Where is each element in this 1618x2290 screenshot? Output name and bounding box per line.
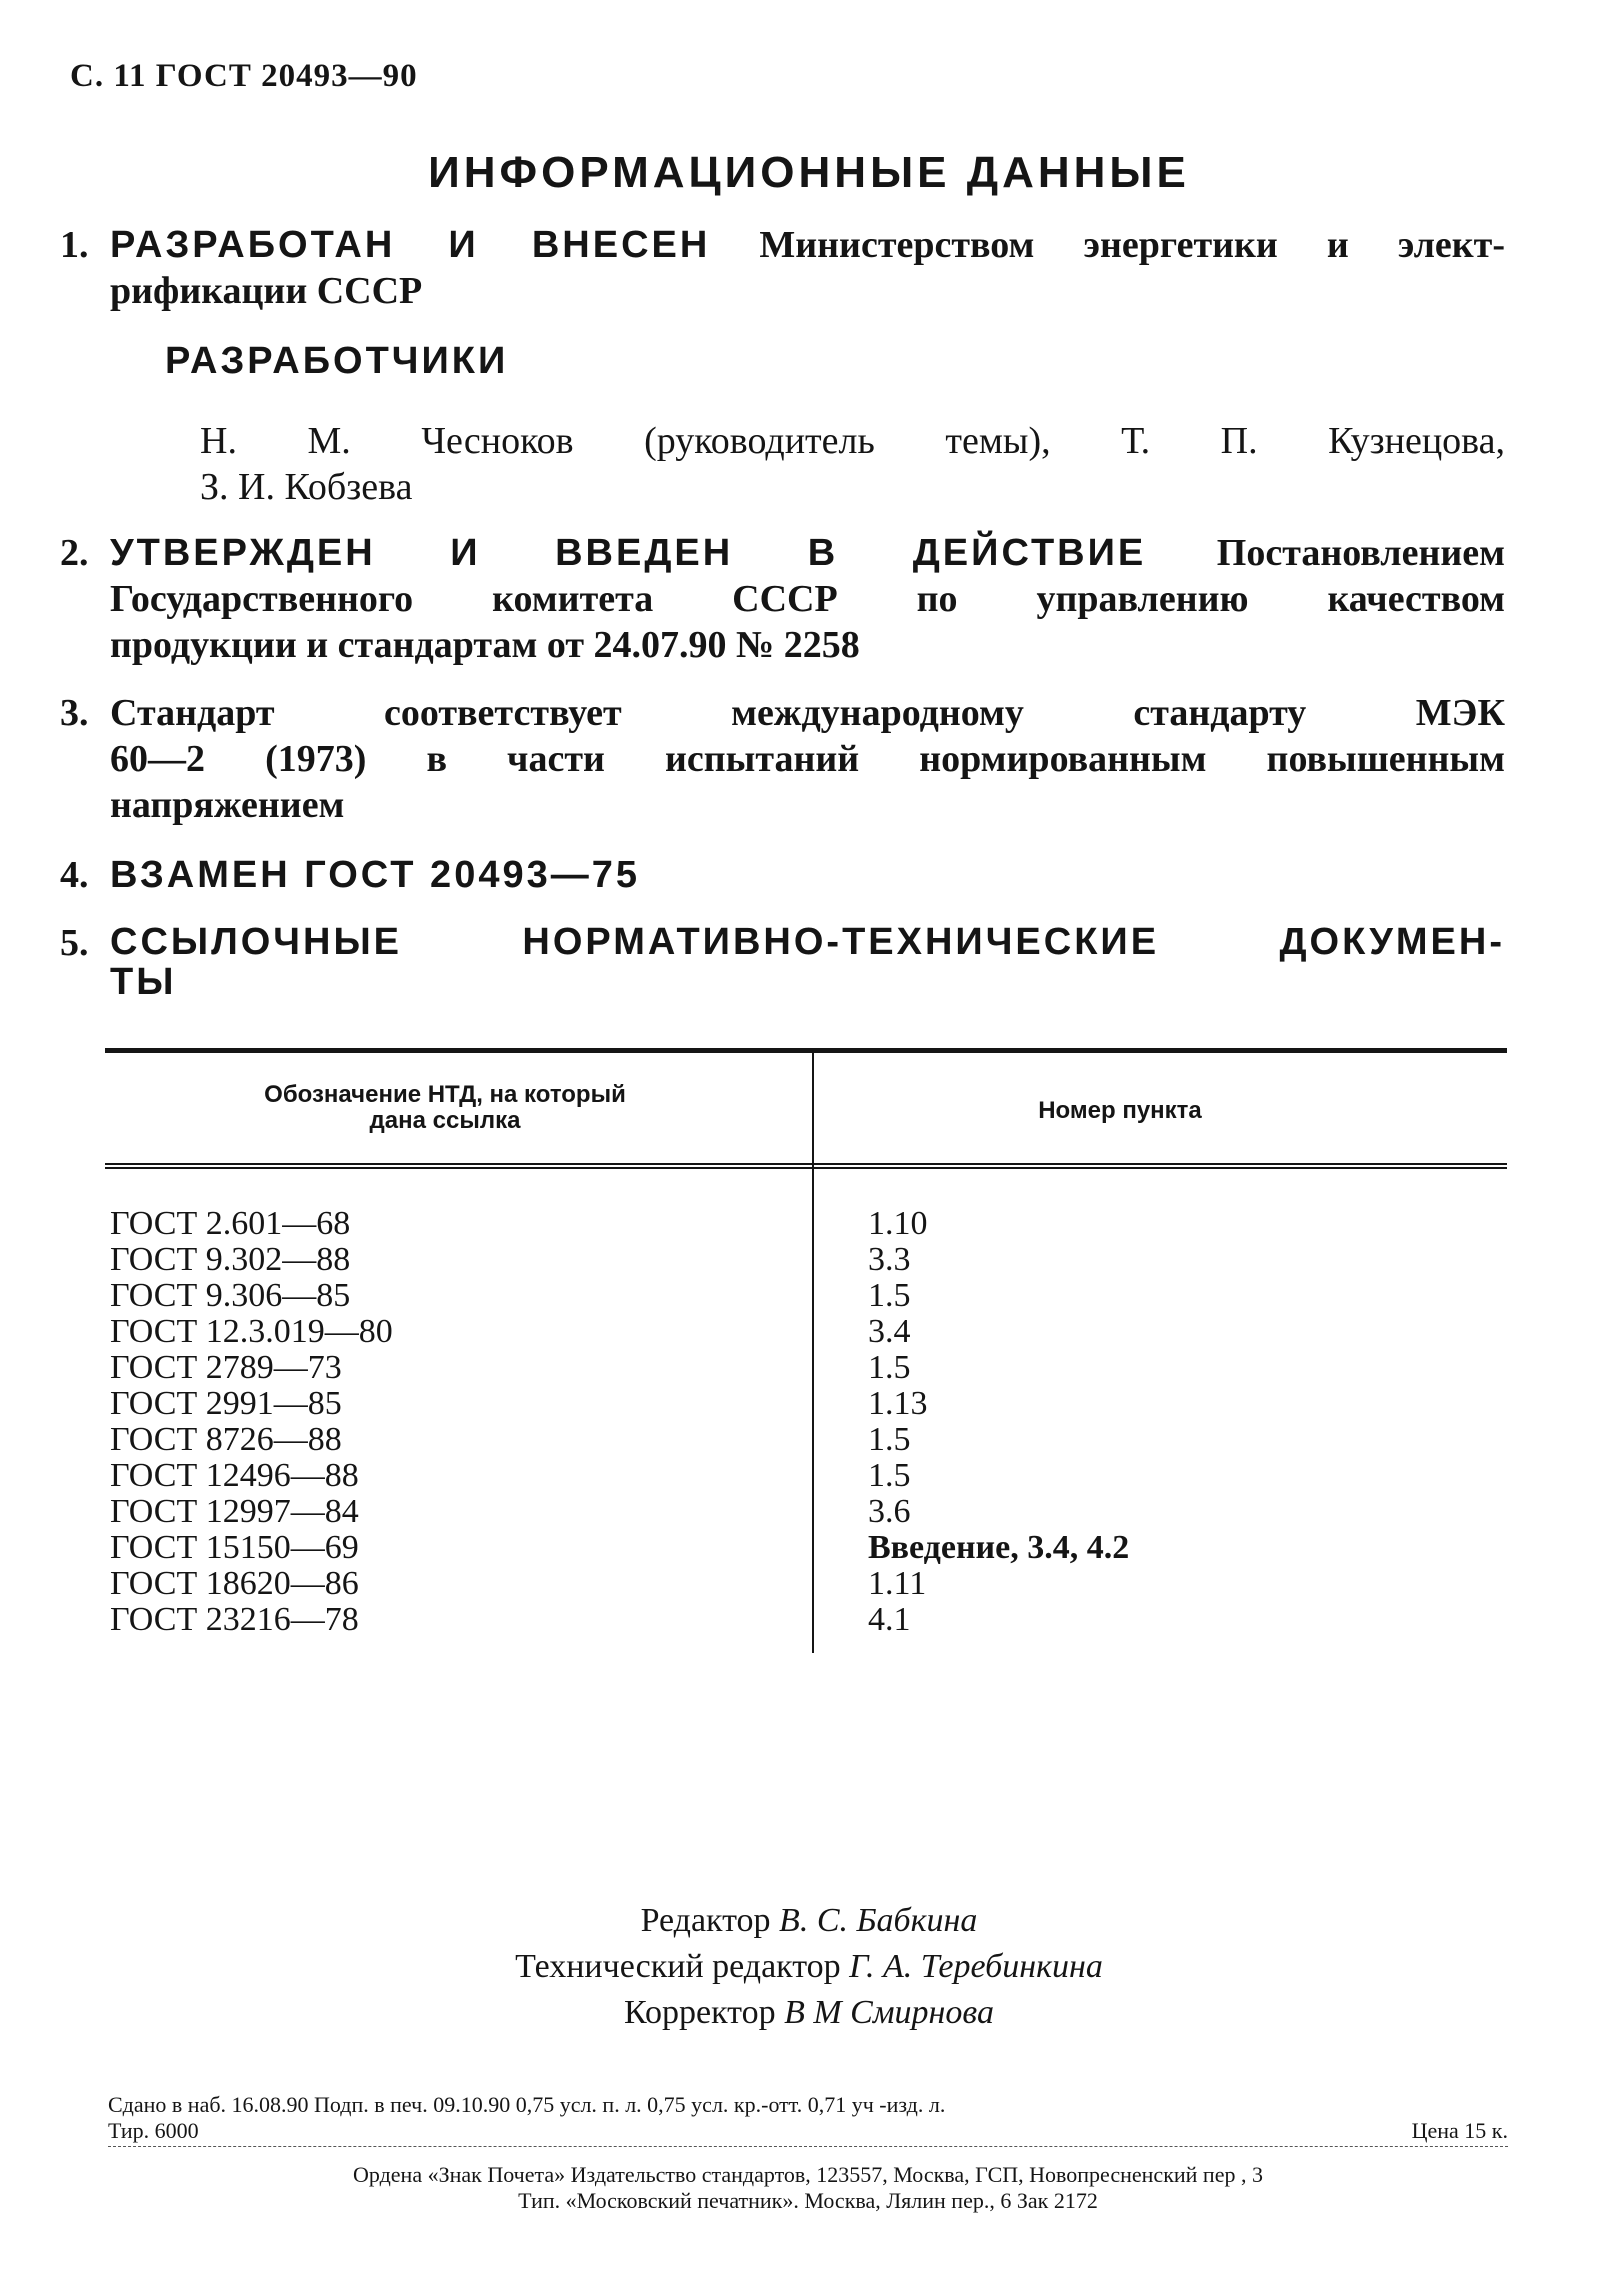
table-cell-clause: 4.1: [868, 1601, 911, 1638]
table-cell-clause: 3.4: [868, 1313, 911, 1350]
imprint-price: Цена 15 к.: [1411, 2118, 1508, 2143]
table-header-document-line-2: дана ссылка: [369, 1107, 521, 1134]
publisher-line-1: Ордена «Знак Почета» Издательство стандартов, 123557, Москва, ГСП, Новопресненский пер , 3: [353, 2162, 1263, 2187]
table-cell-clause: 3.3: [868, 1241, 911, 1278]
table-cell-document: ГОСТ 12997—84: [110, 1493, 359, 1530]
section-5-line-1: ССЫЛОЧНЫЕ НОРМАТИВНО-ТЕХНИЧЕСКИЕ ДОКУМЕН-: [110, 921, 1505, 963]
section-1-text: Министерством энергетики и элект-: [759, 224, 1505, 266]
table-cell-document: ГОСТ 2.601—68: [110, 1205, 351, 1242]
section-2-lead: УТВЕРЖДЕН И ВВЕДЕН В ДЕЙСТВИЕ: [110, 532, 1147, 574]
section-3-line-3: напряжением: [110, 784, 345, 826]
editor-label: Редактор: [640, 1902, 771, 1939]
table-header-rule: [105, 1163, 1507, 1169]
imprint-circulation: Тир. 6000: [108, 2118, 199, 2143]
section-3-line-1: Стандарт соответствует международному стандарту МЭК: [110, 692, 1505, 734]
developers-list: [200, 418, 1505, 510]
section-1-line-2: рификации СССР: [110, 270, 423, 312]
editor-name: В. С. Бабкина: [779, 1902, 978, 1939]
editor-line: [0, 1898, 1618, 1944]
proofreader-label: Корректор: [624, 1994, 776, 2031]
imprint-dates: Сдано в наб. 16.08.90 Подп. в печ. 09.10.90 0,75 усл. п. л. 0,75 усл. кр.-отт. 0,71 уч -изд. л.: [108, 2092, 946, 2117]
imprint-line-2: [108, 2118, 1508, 2144]
reference-documents-column: [110, 1206, 393, 1638]
imprint-line-1: [108, 2092, 1508, 2118]
table-cell-clause: 1.5: [868, 1457, 911, 1494]
table-cell-document: ГОСТ 23216—78: [110, 1601, 359, 1638]
proofreader-name: В М Смирнова: [784, 1994, 994, 2031]
table-cell-document: ГОСТ 2991—85: [110, 1385, 342, 1422]
section-2-line-2: Государственного комитета СССР по управлению качеством: [110, 578, 1505, 620]
document-title: ИНФОРМАЦИОННЫЕ ДАННЫЕ: [428, 148, 1190, 197]
publisher-line-2: Тип. «Московский печатник». Москва, Лялин пер., 6 Зак 2172: [518, 2188, 1098, 2213]
table-cell-document: ГОСТ 8726—88: [110, 1421, 342, 1458]
section-number: 5.: [60, 922, 89, 964]
section-2: [60, 530, 1506, 668]
section-number: 2.: [60, 532, 89, 574]
section-5-line-2: ТЫ: [110, 961, 177, 1003]
section-number: 4.: [60, 854, 89, 896]
table-header-clause: Номер пункта: [1038, 1097, 1202, 1124]
imprint-block: [108, 2092, 1508, 2144]
developers-heading: РАЗРАБОТЧИКИ: [165, 340, 509, 382]
developers-line-1: Н. М. Чесноков (руководитель темы), Т. П. Кузнецова,: [200, 420, 1505, 462]
table-cell-clause: Введение, 3.4, 4.2: [868, 1529, 1130, 1566]
section-5: [60, 920, 1505, 1003]
table-header-document: [180, 1082, 710, 1134]
table-cell-document: ГОСТ 18620—86: [110, 1565, 359, 1602]
table-cell-clause: 3.6: [868, 1493, 911, 1530]
table-cell-document: ГОСТ 12496—88: [110, 1457, 359, 1494]
tech-editor-label: Технический редактор: [515, 1948, 841, 1985]
table-cell-document: ГОСТ 9.306—85: [110, 1277, 351, 1314]
clause-numbers-column: [868, 1206, 1129, 1638]
table-header-document-line-1: Обозначение НТД, на который: [264, 1081, 626, 1108]
section-number: 3.: [60, 692, 89, 734]
table-cell-clause: 1.10: [868, 1205, 928, 1242]
table-column-divider: [812, 1053, 814, 1653]
table-cell-document: ГОСТ 2789—73: [110, 1349, 342, 1386]
publisher-block: [108, 2162, 1508, 2214]
section-4-text: ВЗАМЕН ГОСТ 20493—75: [110, 854, 640, 896]
section-3-line-2: 60—2 (1973) в части испытаний нормированным повышенным: [110, 738, 1505, 780]
section-2-text: Постановлением: [1216, 532, 1506, 574]
section-2-line-3: продукции и стандартам от 24.07.90 № 2258: [110, 624, 860, 666]
section-3: [60, 690, 1505, 828]
table-cell-document: ГОСТ 9.302—88: [110, 1241, 351, 1278]
table-cell-document: ГОСТ 15150—69: [110, 1529, 359, 1566]
table-top-rule: [105, 1048, 1507, 1053]
table-cell-clause: 1.11: [868, 1565, 927, 1602]
tech-editor-name: Г. А. Теребинкина: [849, 1948, 1103, 1985]
table-cell-document: ГОСТ 12.3.019—80: [110, 1313, 393, 1350]
tech-editor-line: [0, 1944, 1618, 1990]
table-cell-clause: 1.5: [868, 1421, 911, 1458]
section-4: [60, 852, 1505, 898]
table-cell-clause: 1.13: [868, 1385, 928, 1422]
section-2-line-1: [110, 530, 1505, 576]
section-1: [60, 222, 1505, 314]
proofreader-line: [0, 1990, 1618, 2036]
section-1-lead: РАЗРАБОТАН И ВНЕСЕН: [110, 224, 711, 266]
imprint-divider: [108, 2146, 1508, 2147]
table-cell-clause: 1.5: [868, 1349, 911, 1386]
section-1-line-1: [110, 222, 1505, 268]
section-number: 1.: [60, 224, 89, 266]
credits-block: [0, 1898, 1618, 2036]
page-header: С. 11 ГОСТ 20493—90: [70, 58, 418, 94]
developers-line-2: З. И. Кобзева: [200, 466, 413, 508]
table-cell-clause: 1.5: [868, 1277, 911, 1314]
